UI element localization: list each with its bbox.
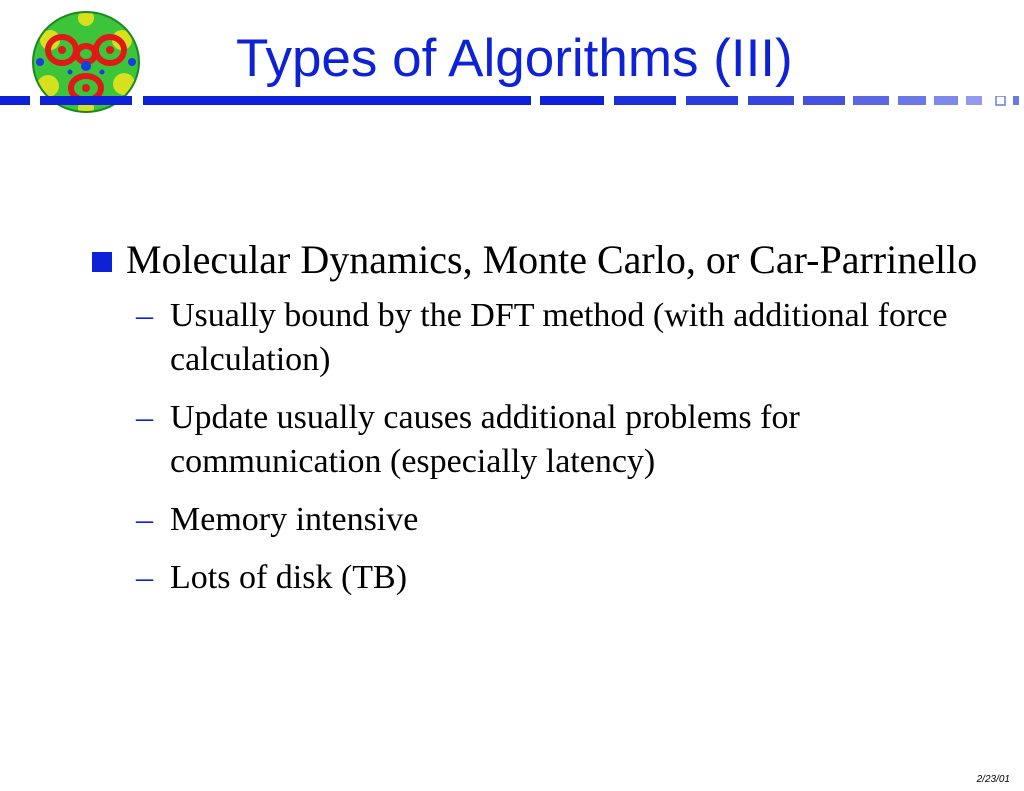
footer-date: 2/23/01	[976, 774, 1010, 785]
dash-marker: –	[136, 559, 153, 596]
dash-marker: –	[136, 399, 153, 436]
dash-marker: –	[136, 297, 153, 334]
sub-bullet-item	[136, 556, 990, 600]
bullet-text: Molecular Dynamics, Monte Carlo, or Car-Parrinello	[126, 237, 978, 282]
sub-bullet-item	[136, 498, 990, 542]
sub-bullet-list	[90, 294, 990, 600]
title-underline-rule	[0, 96, 1024, 110]
sub-bullet-item	[136, 294, 990, 382]
slide-title: Types of Algorithms (III)	[236, 29, 793, 88]
sub-bullet-text: Memory intensive	[170, 501, 419, 538]
sub-bullet-text: Lots of disk (TB)	[170, 559, 408, 596]
sub-bullet-text: Update usually causes additional problems for communication (especially latency)	[170, 399, 800, 480]
slide-body	[90, 235, 990, 614]
bullet-item	[90, 235, 990, 284]
sub-bullet-text: Usually bound by the DFT method (with additional force calculation)	[170, 297, 948, 378]
dash-marker: –	[136, 501, 153, 538]
sub-bullet-item	[136, 396, 990, 484]
square-bullet-icon	[92, 252, 112, 272]
